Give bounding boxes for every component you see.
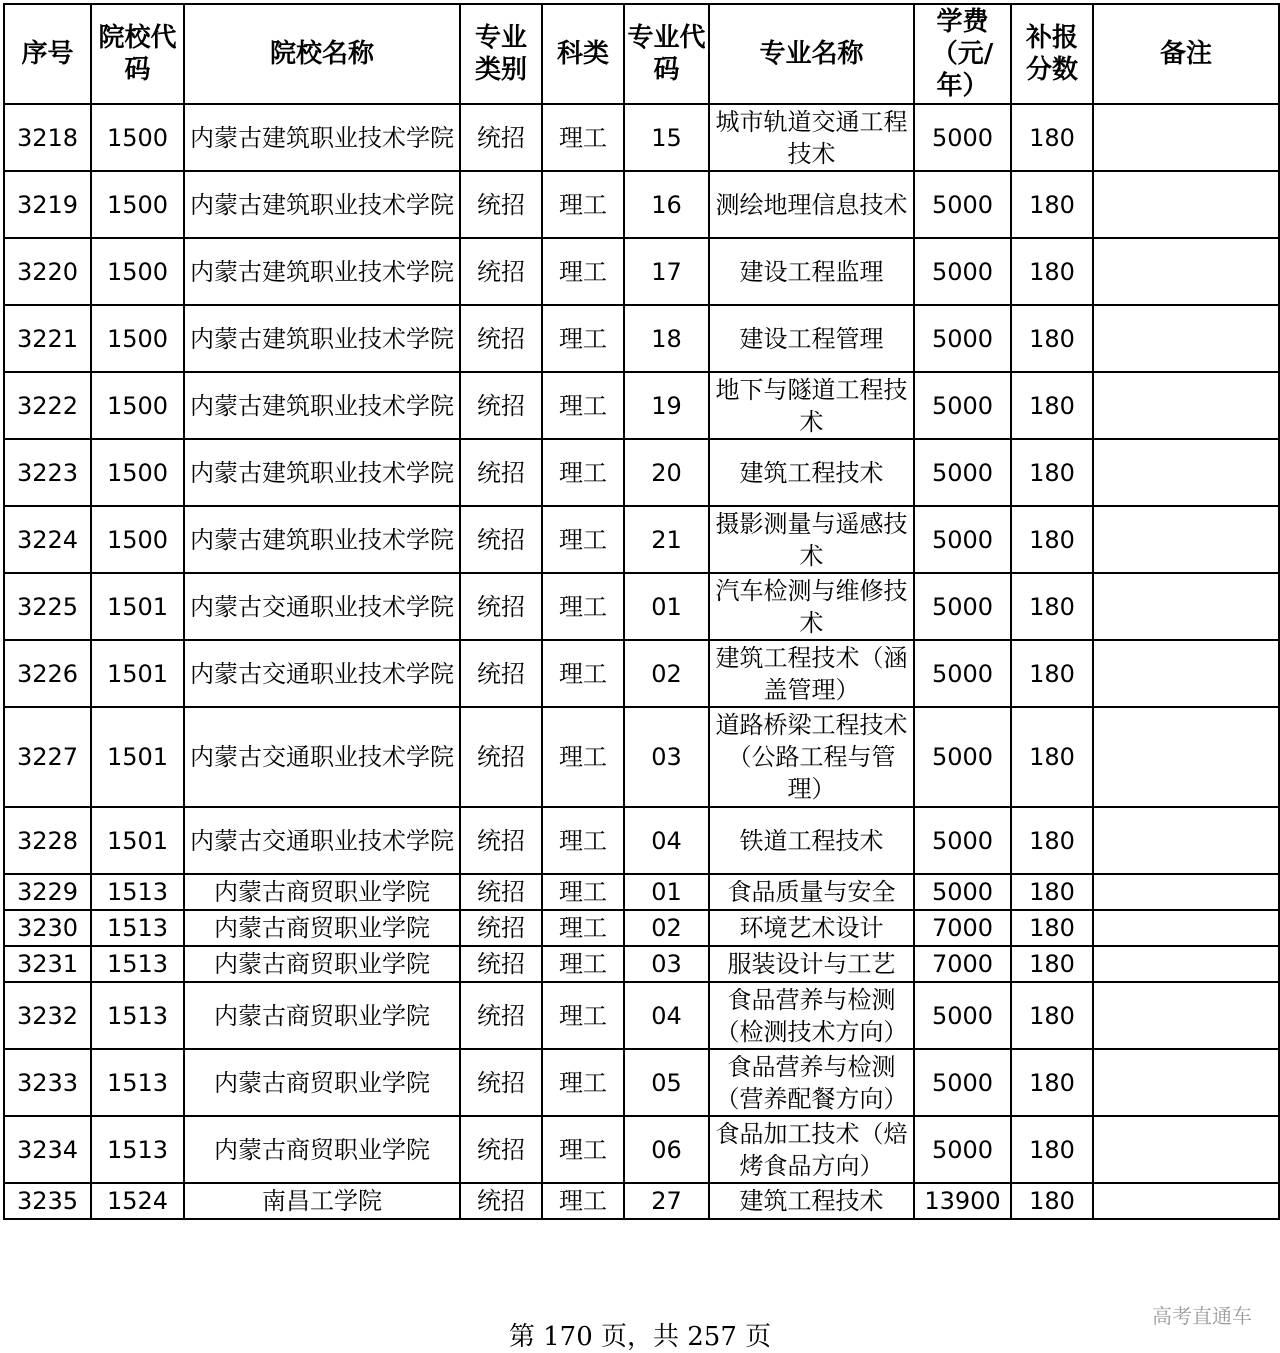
cell-school-code: 1500 [91, 238, 184, 305]
cell-school-code: 1500 [91, 506, 184, 573]
cell-major-code: 05 [624, 1049, 709, 1116]
cell-remark [1093, 238, 1279, 305]
cell-seq: 3219 [4, 171, 91, 238]
table-row [4, 305, 1279, 372]
cell-seq: 3233 [4, 1049, 91, 1116]
cell-major-type: 统招 [460, 807, 542, 874]
cell-school-name: 内蒙古建筑职业技术学院 [184, 171, 460, 238]
cell-score: 180 [1011, 807, 1093, 874]
cell-tuition: 5000 [914, 171, 1011, 238]
cell-major-name: 建筑工程技术（涵盖管理） [709, 640, 914, 707]
cell-seq: 3230 [4, 910, 91, 946]
cell-major-type: 统招 [460, 707, 542, 807]
cell-remark [1093, 982, 1279, 1049]
table-row [4, 874, 1279, 910]
cell-score: 180 [1011, 874, 1093, 910]
table-row [4, 372, 1279, 439]
table-row [4, 946, 1279, 982]
cell-school-code: 1500 [91, 305, 184, 372]
cell-subject: 理工 [542, 439, 624, 506]
cell-seq: 3223 [4, 439, 91, 506]
cell-major-code: 03 [624, 946, 709, 982]
cell-major-name: 建筑工程技术 [709, 1183, 914, 1219]
cell-score: 180 [1011, 640, 1093, 707]
cell-major-type: 统招 [460, 104, 542, 171]
cell-remark [1093, 506, 1279, 573]
cell-subject: 理工 [542, 1049, 624, 1116]
cell-remark [1093, 640, 1279, 707]
cell-tuition: 5000 [914, 807, 1011, 874]
cell-school-code: 1501 [91, 573, 184, 640]
cell-score: 180 [1011, 372, 1093, 439]
cell-remark [1093, 1049, 1279, 1116]
cell-subject: 理工 [542, 305, 624, 372]
cell-seq: 3228 [4, 807, 91, 874]
cell-major-code: 17 [624, 238, 709, 305]
cell-remark [1093, 305, 1279, 372]
cell-subject: 理工 [542, 640, 624, 707]
cell-major-name: 环境艺术设计 [709, 910, 914, 946]
cell-major-code: 18 [624, 305, 709, 372]
cell-major-name: 城市轨道交通工程技术 [709, 104, 914, 171]
cell-seq: 3235 [4, 1183, 91, 1219]
cell-school-code: 1513 [91, 910, 184, 946]
cell-seq: 3220 [4, 238, 91, 305]
cell-major-name: 地下与隧道工程技术 [709, 372, 914, 439]
cell-major-name: 食品营养与检测（检测技术方向） [709, 982, 914, 1049]
cell-score: 180 [1011, 946, 1093, 982]
cell-seq: 3229 [4, 874, 91, 910]
cell-major-type: 统招 [460, 1183, 542, 1219]
table-row [4, 982, 1279, 1049]
cell-major-code: 03 [624, 707, 709, 807]
table-row [4, 238, 1279, 305]
cell-tuition: 5000 [914, 1116, 1011, 1183]
cell-remark [1093, 573, 1279, 640]
cell-subject: 理工 [542, 506, 624, 573]
table-body [4, 104, 1279, 1219]
cell-remark [1093, 372, 1279, 439]
cell-major-code: 01 [624, 874, 709, 910]
cell-school-name: 内蒙古交通职业技术学院 [184, 807, 460, 874]
cell-tuition: 5000 [914, 506, 1011, 573]
cell-major-name: 建设工程监理 [709, 238, 914, 305]
cell-remark [1093, 439, 1279, 506]
cell-major-name: 测绘地理信息技术 [709, 171, 914, 238]
cell-major-name: 道路桥梁工程技术（公路工程与管理） [709, 707, 914, 807]
cell-subject: 理工 [542, 874, 624, 910]
page-footer: 第 170 页，共 257 页 [508, 1322, 772, 1352]
header-score: 补报分数 [1011, 4, 1093, 104]
cell-subject: 理工 [542, 104, 624, 171]
cell-major-code: 20 [624, 439, 709, 506]
cell-major-type: 统招 [460, 640, 542, 707]
cell-tuition: 5000 [914, 982, 1011, 1049]
cell-school-code: 1513 [91, 874, 184, 910]
cell-school-name: 内蒙古建筑职业技术学院 [184, 372, 460, 439]
cell-seq: 3224 [4, 506, 91, 573]
cell-major-code: 04 [624, 807, 709, 874]
cell-seq: 3222 [4, 372, 91, 439]
cell-major-type: 统招 [460, 305, 542, 372]
header-school-code: 院校代码 [91, 4, 184, 104]
cell-tuition: 5000 [914, 874, 1011, 910]
cell-tuition: 5000 [914, 372, 1011, 439]
table-row [4, 573, 1279, 640]
cell-school-name: 内蒙古交通职业技术学院 [184, 640, 460, 707]
cell-remark [1093, 874, 1279, 910]
cell-subject: 理工 [542, 946, 624, 982]
cell-school-name: 内蒙古商贸职业学院 [184, 982, 460, 1049]
cell-subject: 理工 [542, 171, 624, 238]
cell-school-code: 1513 [91, 946, 184, 982]
cell-tuition: 5000 [914, 305, 1011, 372]
cell-remark [1093, 707, 1279, 807]
header-major-type: 专业类别 [460, 4, 542, 104]
cell-major-code: 02 [624, 910, 709, 946]
cell-school-code: 1513 [91, 1116, 184, 1183]
cell-score: 180 [1011, 238, 1093, 305]
cell-major-type: 统招 [460, 910, 542, 946]
cell-school-name: 南昌工学院 [184, 1183, 460, 1219]
table-row [4, 707, 1279, 807]
cell-major-name: 食品加工技术（焙烤食品方向） [709, 1116, 914, 1183]
cell-school-code: 1500 [91, 439, 184, 506]
cell-tuition: 5000 [914, 238, 1011, 305]
cell-major-code: 01 [624, 573, 709, 640]
cell-tuition: 5000 [914, 707, 1011, 807]
cell-remark [1093, 946, 1279, 982]
cell-school-name: 内蒙古商贸职业学院 [184, 910, 460, 946]
cell-major-type: 统招 [460, 506, 542, 573]
cell-school-name: 内蒙古建筑职业技术学院 [184, 506, 460, 573]
cell-school-code: 1513 [91, 982, 184, 1049]
cell-tuition: 5000 [914, 104, 1011, 171]
header-seq: 序号 [4, 4, 91, 104]
cell-tuition: 5000 [914, 1049, 1011, 1116]
cell-tuition: 7000 [914, 910, 1011, 946]
cell-school-name: 内蒙古交通职业技术学院 [184, 707, 460, 807]
cell-seq: 3225 [4, 573, 91, 640]
table-row [4, 910, 1279, 946]
cell-remark [1093, 1183, 1279, 1219]
cell-tuition: 13900 [914, 1183, 1011, 1219]
cell-major-type: 统招 [460, 982, 542, 1049]
cell-major-code: 27 [624, 1183, 709, 1219]
cell-subject: 理工 [542, 707, 624, 807]
cell-major-name: 食品营养与检测（营养配餐方向） [709, 1049, 914, 1116]
cell-score: 180 [1011, 506, 1093, 573]
cell-major-type: 统招 [460, 946, 542, 982]
cell-school-code: 1501 [91, 640, 184, 707]
cell-major-name: 汽车检测与维修技术 [709, 573, 914, 640]
cell-major-type: 统招 [460, 874, 542, 910]
table-row [4, 506, 1279, 573]
cell-seq: 3234 [4, 1116, 91, 1183]
cell-remark [1093, 1116, 1279, 1183]
cell-remark [1093, 807, 1279, 874]
cell-subject: 理工 [542, 1183, 624, 1219]
cell-score: 180 [1011, 982, 1093, 1049]
cell-score: 180 [1011, 1183, 1093, 1219]
cell-remark [1093, 171, 1279, 238]
cell-school-name: 内蒙古交通职业技术学院 [184, 573, 460, 640]
header-subject: 科类 [542, 4, 624, 104]
cell-school-code: 1501 [91, 807, 184, 874]
cell-major-code: 19 [624, 372, 709, 439]
header-major-code: 专业代码 [624, 4, 709, 104]
header-major-name: 专业名称 [709, 4, 914, 104]
table-row [4, 807, 1279, 874]
cell-major-code: 16 [624, 171, 709, 238]
cell-score: 180 [1011, 439, 1093, 506]
cell-score: 180 [1011, 1049, 1093, 1116]
cell-tuition: 5000 [914, 640, 1011, 707]
header-row [4, 4, 1279, 104]
cell-school-name: 内蒙古商贸职业学院 [184, 1049, 460, 1116]
cell-subject: 理工 [542, 910, 624, 946]
cell-school-name: 内蒙古建筑职业技术学院 [184, 305, 460, 372]
cell-score: 180 [1011, 171, 1093, 238]
admission-table [3, 3, 1280, 1220]
cell-major-code: 15 [624, 104, 709, 171]
cell-subject: 理工 [542, 807, 624, 874]
cell-remark [1093, 910, 1279, 946]
cell-major-name: 摄影测量与遥感技术 [709, 506, 914, 573]
cell-major-code: 02 [624, 640, 709, 707]
cell-score: 180 [1011, 573, 1093, 640]
cell-major-type: 统招 [460, 573, 542, 640]
cell-school-code: 1524 [91, 1183, 184, 1219]
cell-major-name: 铁道工程技术 [709, 807, 914, 874]
cell-major-type: 统招 [460, 171, 542, 238]
cell-seq: 3218 [4, 104, 91, 171]
cell-school-name: 内蒙古商贸职业学院 [184, 874, 460, 910]
cell-major-type: 统招 [460, 439, 542, 506]
header-school-name: 院校名称 [184, 4, 460, 104]
cell-remark [1093, 104, 1279, 171]
cell-major-name: 食品质量与安全 [709, 874, 914, 910]
cell-major-name: 建筑工程技术 [709, 439, 914, 506]
cell-school-name: 内蒙古建筑职业技术学院 [184, 238, 460, 305]
cell-major-name: 建设工程管理 [709, 305, 914, 372]
cell-tuition: 7000 [914, 946, 1011, 982]
cell-subject: 理工 [542, 372, 624, 439]
table-row [4, 439, 1279, 506]
cell-tuition: 5000 [914, 573, 1011, 640]
cell-major-code: 04 [624, 982, 709, 1049]
cell-school-code: 1500 [91, 372, 184, 439]
cell-seq: 3232 [4, 982, 91, 1049]
cell-score: 180 [1011, 707, 1093, 807]
watermark: 高考直通车 [1152, 1304, 1252, 1328]
header-tuition: 学费（元/年） [914, 4, 1011, 104]
cell-major-code: 21 [624, 506, 709, 573]
cell-major-type: 统招 [460, 238, 542, 305]
cell-school-name: 内蒙古建筑职业技术学院 [184, 104, 460, 171]
cell-score: 180 [1011, 1116, 1093, 1183]
table-row [4, 104, 1279, 171]
cell-seq: 3226 [4, 640, 91, 707]
cell-school-name: 内蒙古商贸职业学院 [184, 1116, 460, 1183]
cell-major-type: 统招 [460, 372, 542, 439]
cell-major-code: 06 [624, 1116, 709, 1183]
header-remark: 备注 [1093, 4, 1279, 104]
cell-school-code: 1513 [91, 1049, 184, 1116]
cell-school-code: 1500 [91, 104, 184, 171]
cell-major-name: 服装设计与工艺 [709, 946, 914, 982]
cell-school-name: 内蒙古建筑职业技术学院 [184, 439, 460, 506]
table-row [4, 1183, 1279, 1219]
cell-score: 180 [1011, 910, 1093, 946]
table-row [4, 640, 1279, 707]
cell-major-type: 统招 [460, 1049, 542, 1116]
cell-school-name: 内蒙古商贸职业学院 [184, 946, 460, 982]
cell-subject: 理工 [542, 238, 624, 305]
cell-school-code: 1500 [91, 171, 184, 238]
cell-subject: 理工 [542, 982, 624, 1049]
cell-seq: 3231 [4, 946, 91, 982]
cell-seq: 3227 [4, 707, 91, 807]
table-row [4, 171, 1279, 238]
cell-subject: 理工 [542, 573, 624, 640]
cell-major-type: 统招 [460, 1116, 542, 1183]
cell-subject: 理工 [542, 1116, 624, 1183]
cell-tuition: 5000 [914, 439, 1011, 506]
cell-seq: 3221 [4, 305, 91, 372]
table-row [4, 1049, 1279, 1116]
table-row [4, 1116, 1279, 1183]
cell-school-code: 1501 [91, 707, 184, 807]
cell-score: 180 [1011, 104, 1093, 171]
cell-score: 180 [1011, 305, 1093, 372]
